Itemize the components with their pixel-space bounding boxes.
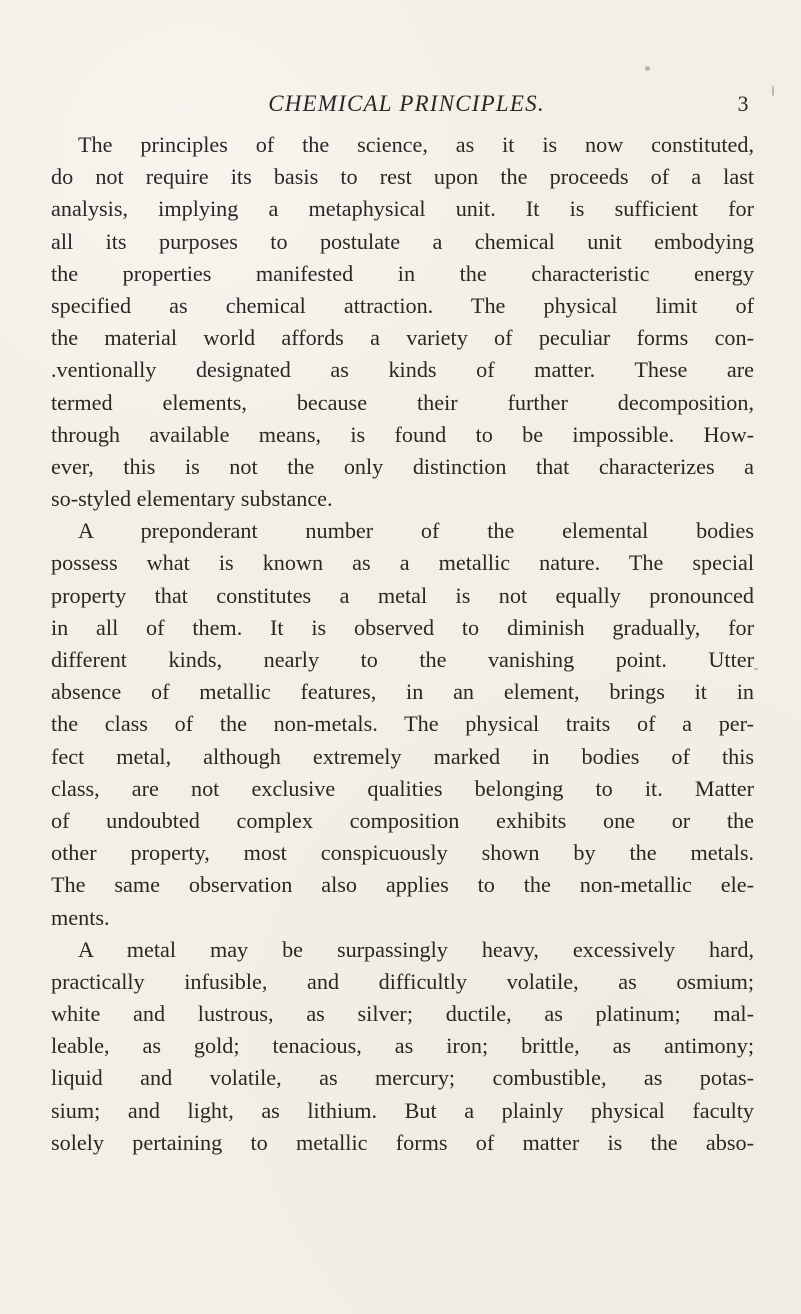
- text-line: different kinds, nearly to the vanishing point. Utter: [51, 647, 754, 672]
- text-line: absence of metallic features, in an element, brings it in: [51, 679, 754, 705]
- paper-speck: [754, 668, 758, 670]
- text-line: in all of them. It is observed to diminish gradually, for: [51, 614, 754, 640]
- text-line: through available means, is found to be impossible. How-: [51, 421, 754, 447]
- text-line: so-styled elementary substance.: [51, 486, 333, 512]
- text-line: possess what is known as a metallic nature. The special: [51, 550, 754, 576]
- text-line: do not require its basis to rest upon the proceeds of a last: [51, 164, 754, 190]
- text-line: analysis, implying a metaphysical unit. It is sufficient for: [51, 196, 754, 222]
- text-line: all its purposes to postulate a chemical unit embodying: [51, 228, 754, 254]
- text-line: white and lustrous, as silver; ductile, as platinum; mal-: [51, 1001, 754, 1027]
- text-line: ments.: [51, 904, 110, 930]
- text-line: The same observation also applies to the non-metallic ele-: [51, 872, 754, 898]
- text-line: specified as chemical attraction. The physical limit of: [51, 292, 754, 318]
- page-number: 3: [737, 91, 749, 116]
- text-line: class, are not exclusive qualities belonging to it. Matter: [51, 775, 754, 801]
- text-line: the material world affords a variety of peculiar forms con-: [51, 325, 754, 351]
- text-line: practically infusible, and difficultly volatile, as osmium;: [51, 968, 754, 994]
- text-line: fect metal, although extremely marked in bodies of this: [51, 743, 754, 769]
- text-line: liquid and volatile, as mercury; combustible, as potas-: [51, 1065, 754, 1091]
- text-line: property that constitutes a metal is not equally pronounced: [51, 582, 754, 608]
- text-line: termed elements, because their further decomposition,: [51, 389, 754, 415]
- text-line: solely pertaining to metallic forms of matter is the abso-: [51, 1129, 754, 1155]
- running-title: CHEMICAL PRINCIPLES.: [268, 91, 545, 116]
- text-line: ever, this is not the only distinction that characterizes a: [51, 453, 754, 479]
- text-line: the properties manifested in the characteristic energy: [51, 260, 754, 286]
- text-line: leable, as gold; tenacious, as iron; brittle, as antimony;: [51, 1033, 754, 1059]
- text-line: the class of the non-metals. The physical traits of a per-: [51, 711, 754, 737]
- text-line: other property, most conspicuously shown by the metals.: [51, 840, 754, 866]
- text-line: sium; and light, as lithium. But a plainly physical faculty: [51, 1097, 754, 1123]
- text-line: A preponderant number of the elemental bodies: [78, 518, 754, 544]
- text-line: .ventionally designated as kinds of matter. These are: [51, 357, 754, 383]
- text-line: The principles of the science, as it is now constituted,: [78, 132, 754, 157]
- text-line: of undoubted complex composition exhibits one or the: [51, 807, 754, 833]
- paper-speck: [645, 66, 650, 71]
- body-text: [51, 129, 754, 1159]
- running-head: [0, 91, 801, 125]
- text-line: A metal may be surpassingly heavy, excessively hard,: [78, 936, 754, 962]
